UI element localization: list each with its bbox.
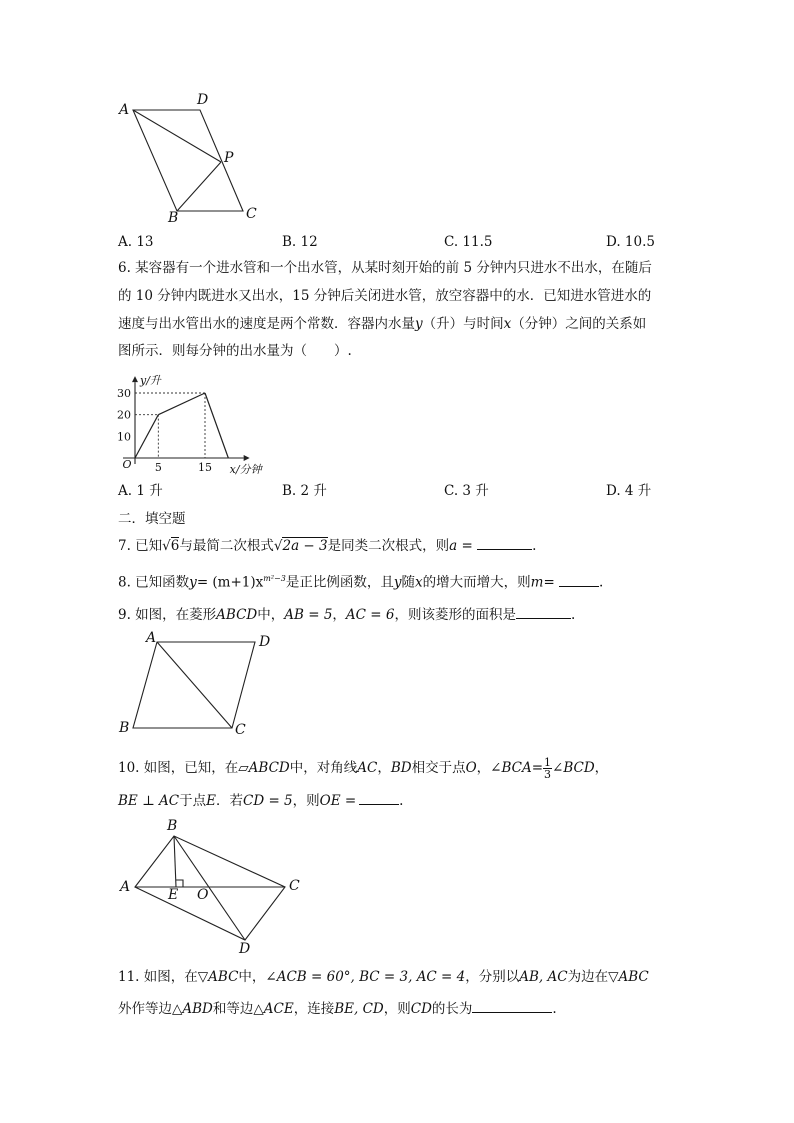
q11-answer-blank[interactable] [472,1011,552,1013]
q5-label-b: B [168,210,179,226]
q10-label-a: A [120,879,131,895]
q5-label-c: C [246,206,257,222]
sqrt-icon: √ [162,538,171,554]
q7-text: 7. 已知√6与最简二次根式√2a − 3是同类二次根式，则a = . [118,538,537,554]
q5-option-b: B. 12 [282,234,318,250]
x-axis-label: x/分钟 [229,463,262,476]
q10-label-e: E [168,887,179,903]
q6-line2: 的 10 分钟内既进水又出水，15 分钟后关闭进水管，放空容器中的水．已知进水管进水的 [118,288,652,304]
x-tick-label-5: 5 [154,461,162,474]
q8-text: 8. 已知函数$y= (m+1)x^{m^2-3}$是正比例函数，且y随x的增大而增大，则m= . [118,574,604,591]
y-tick-label-10: 10 [117,430,131,444]
y-tick-label-30: 30 [117,387,131,400]
y-axis-label: y/升 [140,374,161,388]
q6-option-d: D. 4 升 [606,483,652,499]
q6-line1: 6. 某容器有一个进水管和一个出水管，从某时刻开始的前 5 分钟内只进水不出水，在随后 [118,260,652,276]
q10-label-o: O [197,887,209,903]
q10-label-c: C [289,878,300,894]
q9-text: 9. 如图，在菱形ABCD中，AB = 5，AC = 6，则该菱形的面积是 . [118,607,576,623]
q5-label-a: A [119,102,130,118]
q5-label-d: D [197,92,209,108]
q6-option-a: A. 1 升 [118,483,163,499]
q6-option-c: C. 3 升 [444,483,489,499]
q10-line1: 10. 如图，已知，在▱ABCD中，对角线AC，BD相交于点O，∠BCA= $\frac{1}{3}$ ∠BCD， [118,756,609,781]
q6-option-b: B. 2 升 [282,483,327,499]
q5-option-a: A. 13 [118,234,154,250]
y-tick-label-20: 20 [117,408,131,422]
q5-label-p: P [224,150,234,166]
q9-label-c: C [235,722,246,738]
q11-line2: 外作等边△ABD和等边△ACE，连接BE, CD，则CD的长为 . [118,1001,557,1017]
x-tick-label-15: 15 [198,461,212,474]
q5-option-c: C. 11.5 [444,234,493,250]
q10-label-b: B [167,818,178,834]
sqrt-icon: √ [273,538,283,554]
origin-label: O [122,458,132,471]
q9-label-b: B [119,720,130,736]
q9-label-d: D [259,634,271,650]
q10-label-d: D [239,941,251,957]
section-title: 二．填空题 [118,511,186,527]
q5-option-d: D. 10.5 [606,234,655,250]
q6-line3: 速度与出水管出水的速度是两个常数．容器内水量y（升）与时间x（分钟）之间的关系如 [118,316,647,332]
q6-line4: 图所示．则每分钟的出水量为（ ）. [118,343,352,359]
q10-line2: BE ⊥ AC于点E．若CD = 5，则OE = . [118,793,404,809]
q9-label-a: A [146,630,157,646]
q11-line1: 11. 如图，在▽ABC中，∠ACB = 60°, BC = 3, AC = 4，分别以AB, AC为边在▽ABC [118,969,649,985]
